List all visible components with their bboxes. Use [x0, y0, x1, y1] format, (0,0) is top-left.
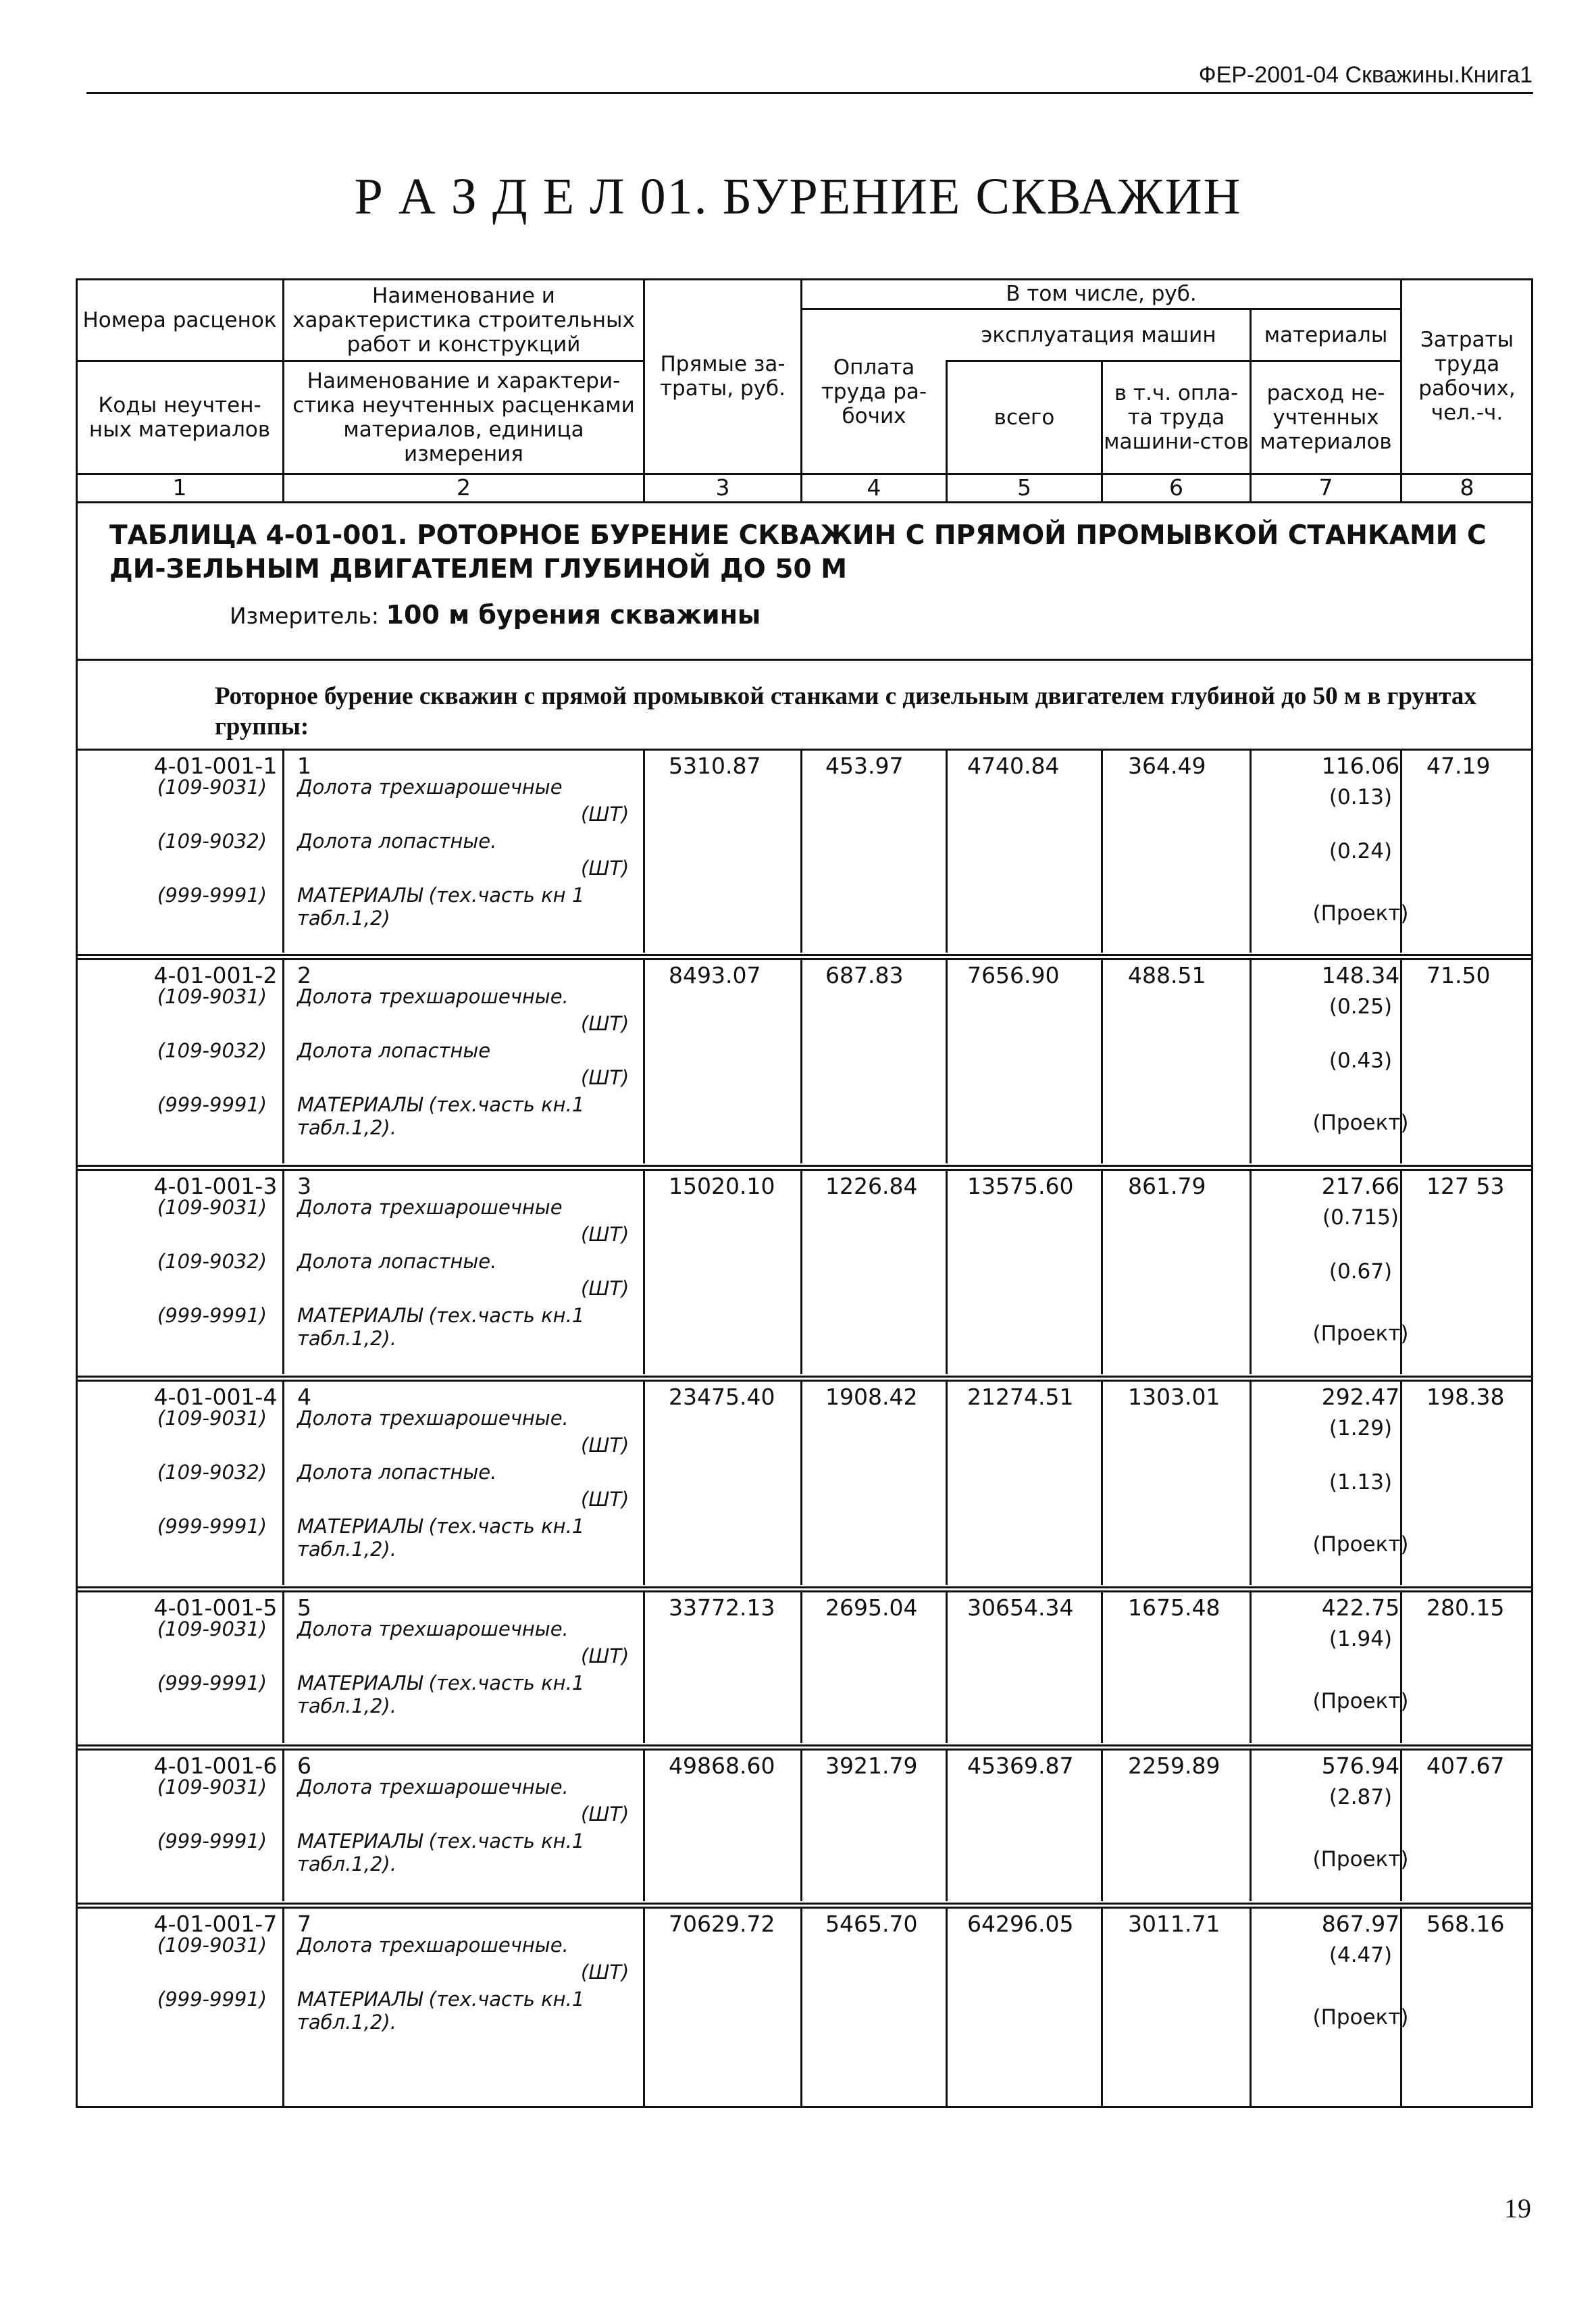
measure-value: 100 м бурения скважины: [386, 600, 761, 630]
material-name: Долота лопастные.: [297, 830, 497, 853]
table-row: [76, 749, 1533, 953]
machinist-wages: 2259.89: [1128, 1753, 1220, 1779]
material-qty: (Проект): [1312, 1322, 1409, 1346]
col-header-including: В том числе, руб.: [1006, 282, 1197, 306]
table-row: [76, 958, 1533, 1163]
material-name: Долота трехшарошечные.: [297, 1934, 569, 1957]
material-name: МАТЕРИАЛЫ (тех.часть кн.1: [297, 1515, 585, 1538]
labor-hours: 71.50: [1426, 962, 1491, 988]
materials-cost: 867.97: [1321, 1911, 1400, 1937]
material-qty: (0.24): [1329, 839, 1393, 863]
worker-wages: 453.97: [825, 753, 904, 779]
material-code: (109-9031): [157, 985, 267, 1008]
col-header-rate-numbers: Номера расценок: [82, 307, 277, 332]
page-number: 19: [1504, 2193, 1531, 2223]
rate-code: 4-01-001-6: [153, 1753, 278, 1779]
row-divider: [76, 1165, 1533, 1167]
grid-line: [1250, 1169, 1252, 1374]
material-name-cont: табл.1,2).: [297, 1694, 396, 1717]
grid-line: [1250, 1907, 1252, 2107]
grid-line: [1250, 749, 1252, 953]
machine-total: 30654.34: [967, 1594, 1074, 1621]
col-header-wages: Оплата труда ра-бочих: [821, 355, 927, 428]
material-code: (999-9991): [157, 884, 267, 907]
grid-line: [946, 1907, 948, 2107]
grid-line: [800, 749, 802, 953]
material-qty: (0.43): [1329, 1049, 1393, 1073]
row-divider: [76, 1749, 1533, 1751]
col-header-material-name: Наименование и характери-стика неучтенных расценками материалов, единица измерения: [292, 369, 635, 466]
material-unit: (ШТ): [581, 803, 629, 826]
material-name-cont: табл.1,2): [297, 907, 390, 930]
soil-group: 7: [297, 1911, 311, 1937]
material-code: (109-9032): [157, 1039, 267, 1062]
row-divider: [76, 1744, 1533, 1746]
material-code: (109-9031): [157, 1617, 267, 1640]
material-qty: (0.715): [1322, 1205, 1399, 1230]
material-name-cont: табл.1,2).: [297, 2011, 396, 2034]
col-header-machine-operation: эксплуатация машин: [981, 323, 1216, 347]
grid-line: [643, 1749, 645, 1901]
worker-wages: 5465.70: [825, 1911, 918, 1937]
grid-line: [946, 1380, 948, 1585]
material-unit: (ШТ): [581, 1066, 629, 1089]
soil-group: 5: [297, 1594, 311, 1621]
material-unit: (ШТ): [581, 1012, 629, 1035]
material-unit: (ШТ): [581, 857, 629, 880]
soil-group: 2: [297, 962, 311, 988]
material-name-cont: табл.1,2).: [297, 1538, 396, 1561]
grid-line: [1250, 1380, 1252, 1585]
grid-line: [800, 1169, 802, 1374]
direct-costs: 23475.40: [669, 1384, 775, 1410]
soil-group: 4: [297, 1384, 311, 1410]
material-qty: (0.67): [1329, 1259, 1393, 1284]
grid-line: [1101, 1749, 1103, 1901]
row-divider: [76, 1590, 1533, 1592]
col-header-work-name: Наименование и характеристика строительных работ и конструкций: [292, 283, 635, 357]
grid-line: [1250, 1590, 1252, 1743]
material-name: Долота трехшарошечные.: [297, 1617, 569, 1640]
material-name: Долота трехшарошечные: [297, 1196, 563, 1219]
materials-cost: 576.94: [1321, 1753, 1400, 1779]
material-unit: (ШТ): [581, 1277, 629, 1300]
grid-line: [76, 501, 1533, 503]
col-header-machinist-wages: в т.ч. опла-та труда машини-стов: [1104, 381, 1249, 454]
grid-line: [643, 1380, 645, 1585]
row-divider: [76, 1169, 1533, 1171]
material-qty: (Проект): [1312, 2005, 1409, 2030]
material-name-cont: табл.1,2).: [297, 1853, 396, 1876]
material-name-cont: табл.1,2).: [297, 1327, 396, 1350]
grid-line: [946, 958, 948, 1163]
col-number: 2: [457, 474, 471, 501]
material-qty: (Проект): [1312, 1111, 1409, 1135]
direct-costs: 8493.07: [669, 962, 761, 988]
material-code: (109-9032): [157, 1250, 267, 1273]
worker-wages: 1908.42: [825, 1384, 918, 1410]
machinist-wages: 364.49: [1128, 753, 1206, 779]
material-qty: (0.13): [1329, 785, 1393, 809]
material-qty: (0.25): [1329, 995, 1393, 1019]
col-header-materials: материалы: [1264, 323, 1388, 347]
grid-line: [1101, 749, 1103, 953]
material-unit: (ШТ): [581, 1644, 629, 1667]
machine-total: 4740.84: [967, 753, 1060, 779]
grid-line: [643, 958, 645, 1163]
grid-line: [1101, 1380, 1103, 1585]
row-divider: [76, 1907, 1533, 1909]
grid-line: [800, 1380, 802, 1585]
col-header-material-codes: Коды неучтен-ных материалов: [88, 393, 271, 442]
machinist-wages: 3011.71: [1128, 1911, 1220, 1937]
row-divider: [76, 1380, 1533, 1382]
material-name: МАТЕРИАЛЫ (тех.часть кн.1: [297, 1093, 585, 1116]
material-code: (109-9031): [157, 1934, 267, 1957]
col-number: 7: [1318, 474, 1333, 501]
col-number: 1: [172, 474, 187, 501]
rate-code: 4-01-001-2: [153, 962, 278, 988]
rate-code: 4-01-001-3: [153, 1173, 278, 1199]
worker-wages: 2695.04: [825, 1594, 918, 1621]
worker-wages: 687.83: [825, 962, 904, 988]
material-qty: (Проект): [1312, 1689, 1409, 1713]
material-code: (109-9031): [157, 776, 267, 799]
col-number: 5: [1017, 474, 1031, 501]
material-unit: (ШТ): [581, 1223, 629, 1246]
material-code: (109-9031): [157, 1196, 267, 1219]
material-qty: (1.13): [1329, 1470, 1393, 1494]
table-row: [76, 1590, 1533, 1743]
col-header-unaccounted-materials: расход не-учтенных материалов: [1260, 381, 1392, 454]
grid-line: [643, 1590, 645, 1743]
material-code: (109-9032): [157, 830, 267, 853]
grid-line: [643, 1907, 645, 2107]
direct-costs: 49868.60: [669, 1753, 775, 1779]
materials-cost: 422.75: [1321, 1594, 1400, 1621]
material-code: (999-9991): [157, 1830, 267, 1853]
worker-wages: 3921.79: [825, 1753, 918, 1779]
material-unit: (ШТ): [581, 1434, 629, 1457]
worker-wages: 1226.84: [825, 1173, 918, 1199]
material-name: Долота трехшарошечные.: [297, 1407, 569, 1430]
grid-line: [1101, 1169, 1103, 1374]
material-code: (109-9032): [157, 1461, 267, 1484]
table-row: [76, 1380, 1533, 1585]
material-name: Долота трехшарошечные: [297, 776, 563, 799]
material-qty: (2.87): [1329, 1785, 1393, 1809]
grid-line: [76, 659, 1533, 661]
material-name: МАТЕРИАЛЫ (тех.часть кн.1: [297, 1304, 585, 1327]
group-title: Роторное бурение скважин с прямой промывкой станками с дизельным двигателем глубиной до 50 м в грунтах группы:: [215, 682, 1476, 740]
material-qty: (Проект): [1312, 1847, 1409, 1871]
rate-code: 4-01-001-4: [153, 1384, 278, 1410]
machinist-wages: 1303.01: [1128, 1384, 1220, 1410]
material-code: (109-9031): [157, 1407, 267, 1430]
grid-line: [1101, 1907, 1103, 2107]
machine-total: 21274.51: [967, 1384, 1074, 1410]
table-row: [76, 1907, 1533, 2107]
header-rule: [86, 92, 1533, 94]
running-header: ФЕР-2001-04 Скважины.Книга1: [1198, 62, 1533, 88]
materials-cost: 116.06: [1321, 753, 1400, 779]
col-number: 3: [715, 474, 730, 501]
soil-group: 3: [297, 1173, 311, 1199]
machine-total: 13575.60: [967, 1173, 1074, 1199]
row-divider: [76, 954, 1533, 956]
machine-total: 7656.90: [967, 962, 1060, 988]
direct-costs: 33772.13: [669, 1594, 775, 1621]
labor-hours: 407.67: [1426, 1753, 1505, 1779]
materials-cost: 217.66: [1321, 1173, 1400, 1199]
rate-code: 4-01-001-1: [153, 753, 278, 779]
col-number: 4: [867, 474, 881, 501]
section-title: Р А З Д Е Л 01. БУРЕНИЕ СКВАЖИН: [354, 168, 1242, 225]
material-qty: (Проект): [1312, 901, 1409, 926]
table-row: [76, 1169, 1533, 1374]
grid-line: [946, 1749, 948, 1901]
grid-line: [1250, 1749, 1252, 1901]
material-unit: (ШТ): [581, 1488, 629, 1511]
materials-cost: 292.47: [1321, 1384, 1400, 1410]
material-qty: (1.29): [1329, 1416, 1393, 1440]
material-code: (999-9991): [157, 1988, 267, 2011]
material-qty: (Проект): [1312, 1532, 1409, 1557]
material-name: Долота лопастные.: [297, 1461, 497, 1484]
material-name: Долота трехшарошечные.: [297, 985, 569, 1008]
labor-hours: 127 53: [1426, 1173, 1505, 1199]
soil-group: 6: [297, 1753, 311, 1779]
material-name: МАТЕРИАЛЫ (тех.часть кн.1: [297, 1671, 585, 1694]
grid-line: [643, 1169, 645, 1374]
material-qty: (1.94): [1329, 1627, 1393, 1651]
machine-total: 64296.05: [967, 1911, 1074, 1937]
row-divider: [76, 958, 1533, 960]
material-code: (999-9991): [157, 1093, 267, 1116]
direct-costs: 15020.10: [669, 1173, 775, 1199]
col-number: 6: [1169, 474, 1183, 501]
row-divider: [76, 1903, 1533, 1905]
material-unit: (ШТ): [581, 1961, 629, 1984]
machinist-wages: 488.51: [1128, 962, 1206, 988]
material-code: (999-9991): [157, 1515, 267, 1538]
grid-line: [800, 958, 802, 1163]
labor-hours: 47.19: [1426, 753, 1491, 779]
measure-unit: [230, 600, 761, 630]
grid-line: [946, 1590, 948, 1743]
machinist-wages: 861.79: [1128, 1173, 1206, 1199]
measure-label: Измеритель:: [230, 603, 380, 629]
col-header-direct-costs: Прямые за-траты, руб.: [660, 352, 786, 401]
col-number: 8: [1460, 474, 1474, 501]
rate-code: 4-01-001-5: [153, 1594, 278, 1621]
soil-group: 1: [297, 753, 311, 779]
machinist-wages: 1675.48: [1128, 1594, 1220, 1621]
row-divider: [76, 1376, 1533, 1378]
material-code: (999-9991): [157, 1304, 267, 1327]
material-name: МАТЕРИАЛЫ (тех.часть кн.1: [297, 1830, 585, 1853]
material-name: Долота трехшарошечные.: [297, 1776, 569, 1799]
grid-line: [946, 749, 948, 953]
grid-line: [1101, 1590, 1103, 1743]
materials-cost: 148.34: [1321, 962, 1400, 988]
grid-line: [643, 749, 645, 953]
material-name-cont: табл.1,2).: [297, 1116, 396, 1139]
rate-code: 4-01-001-7: [153, 1911, 278, 1937]
material-unit: (ШТ): [581, 1803, 629, 1826]
direct-costs: 70629.72: [669, 1911, 775, 1937]
grid-line: [946, 1169, 948, 1374]
material-code: (109-9031): [157, 1776, 267, 1799]
machine-total: 45369.87: [967, 1753, 1074, 1779]
grid-line: [1101, 958, 1103, 1163]
table-row: [76, 1749, 1533, 1901]
row-divider: [76, 1586, 1533, 1588]
grid-line: [1250, 958, 1252, 1163]
labor-hours: 198.38: [1426, 1384, 1505, 1410]
material-code: (999-9991): [157, 1671, 267, 1694]
labor-hours: 280.15: [1426, 1594, 1505, 1621]
labor-hours: 568.16: [1426, 1911, 1505, 1937]
material-qty: (4.47): [1329, 1943, 1393, 1967]
table-title: ТАБЛИЦА 4-01-001. РОТОРНОЕ БУРЕНИЕ СКВАЖИН С ПРЯМОЙ ПРОМЫВКОЙ СТАНКАМИ С ДИ-ЗЕЛЬНЫМ ДВИГАТЕЛЕМ ГЛУБИНОЙ ДО 50 М: [109, 520, 1487, 584]
material-name: Долота лопастные: [297, 1039, 491, 1062]
col-header-labor-costs: Затраты труда рабочих, чел.-ч.: [1418, 328, 1516, 425]
material-name: Долота лопастные.: [297, 1250, 497, 1273]
material-name: МАТЕРИАЛЫ (тех.часть кн.1: [297, 1988, 585, 2011]
col-header-machines-total: всего: [994, 405, 1055, 430]
direct-costs: 5310.87: [669, 753, 761, 779]
material-name: МАТЕРИАЛЫ (тех.часть кн 1: [297, 884, 585, 907]
